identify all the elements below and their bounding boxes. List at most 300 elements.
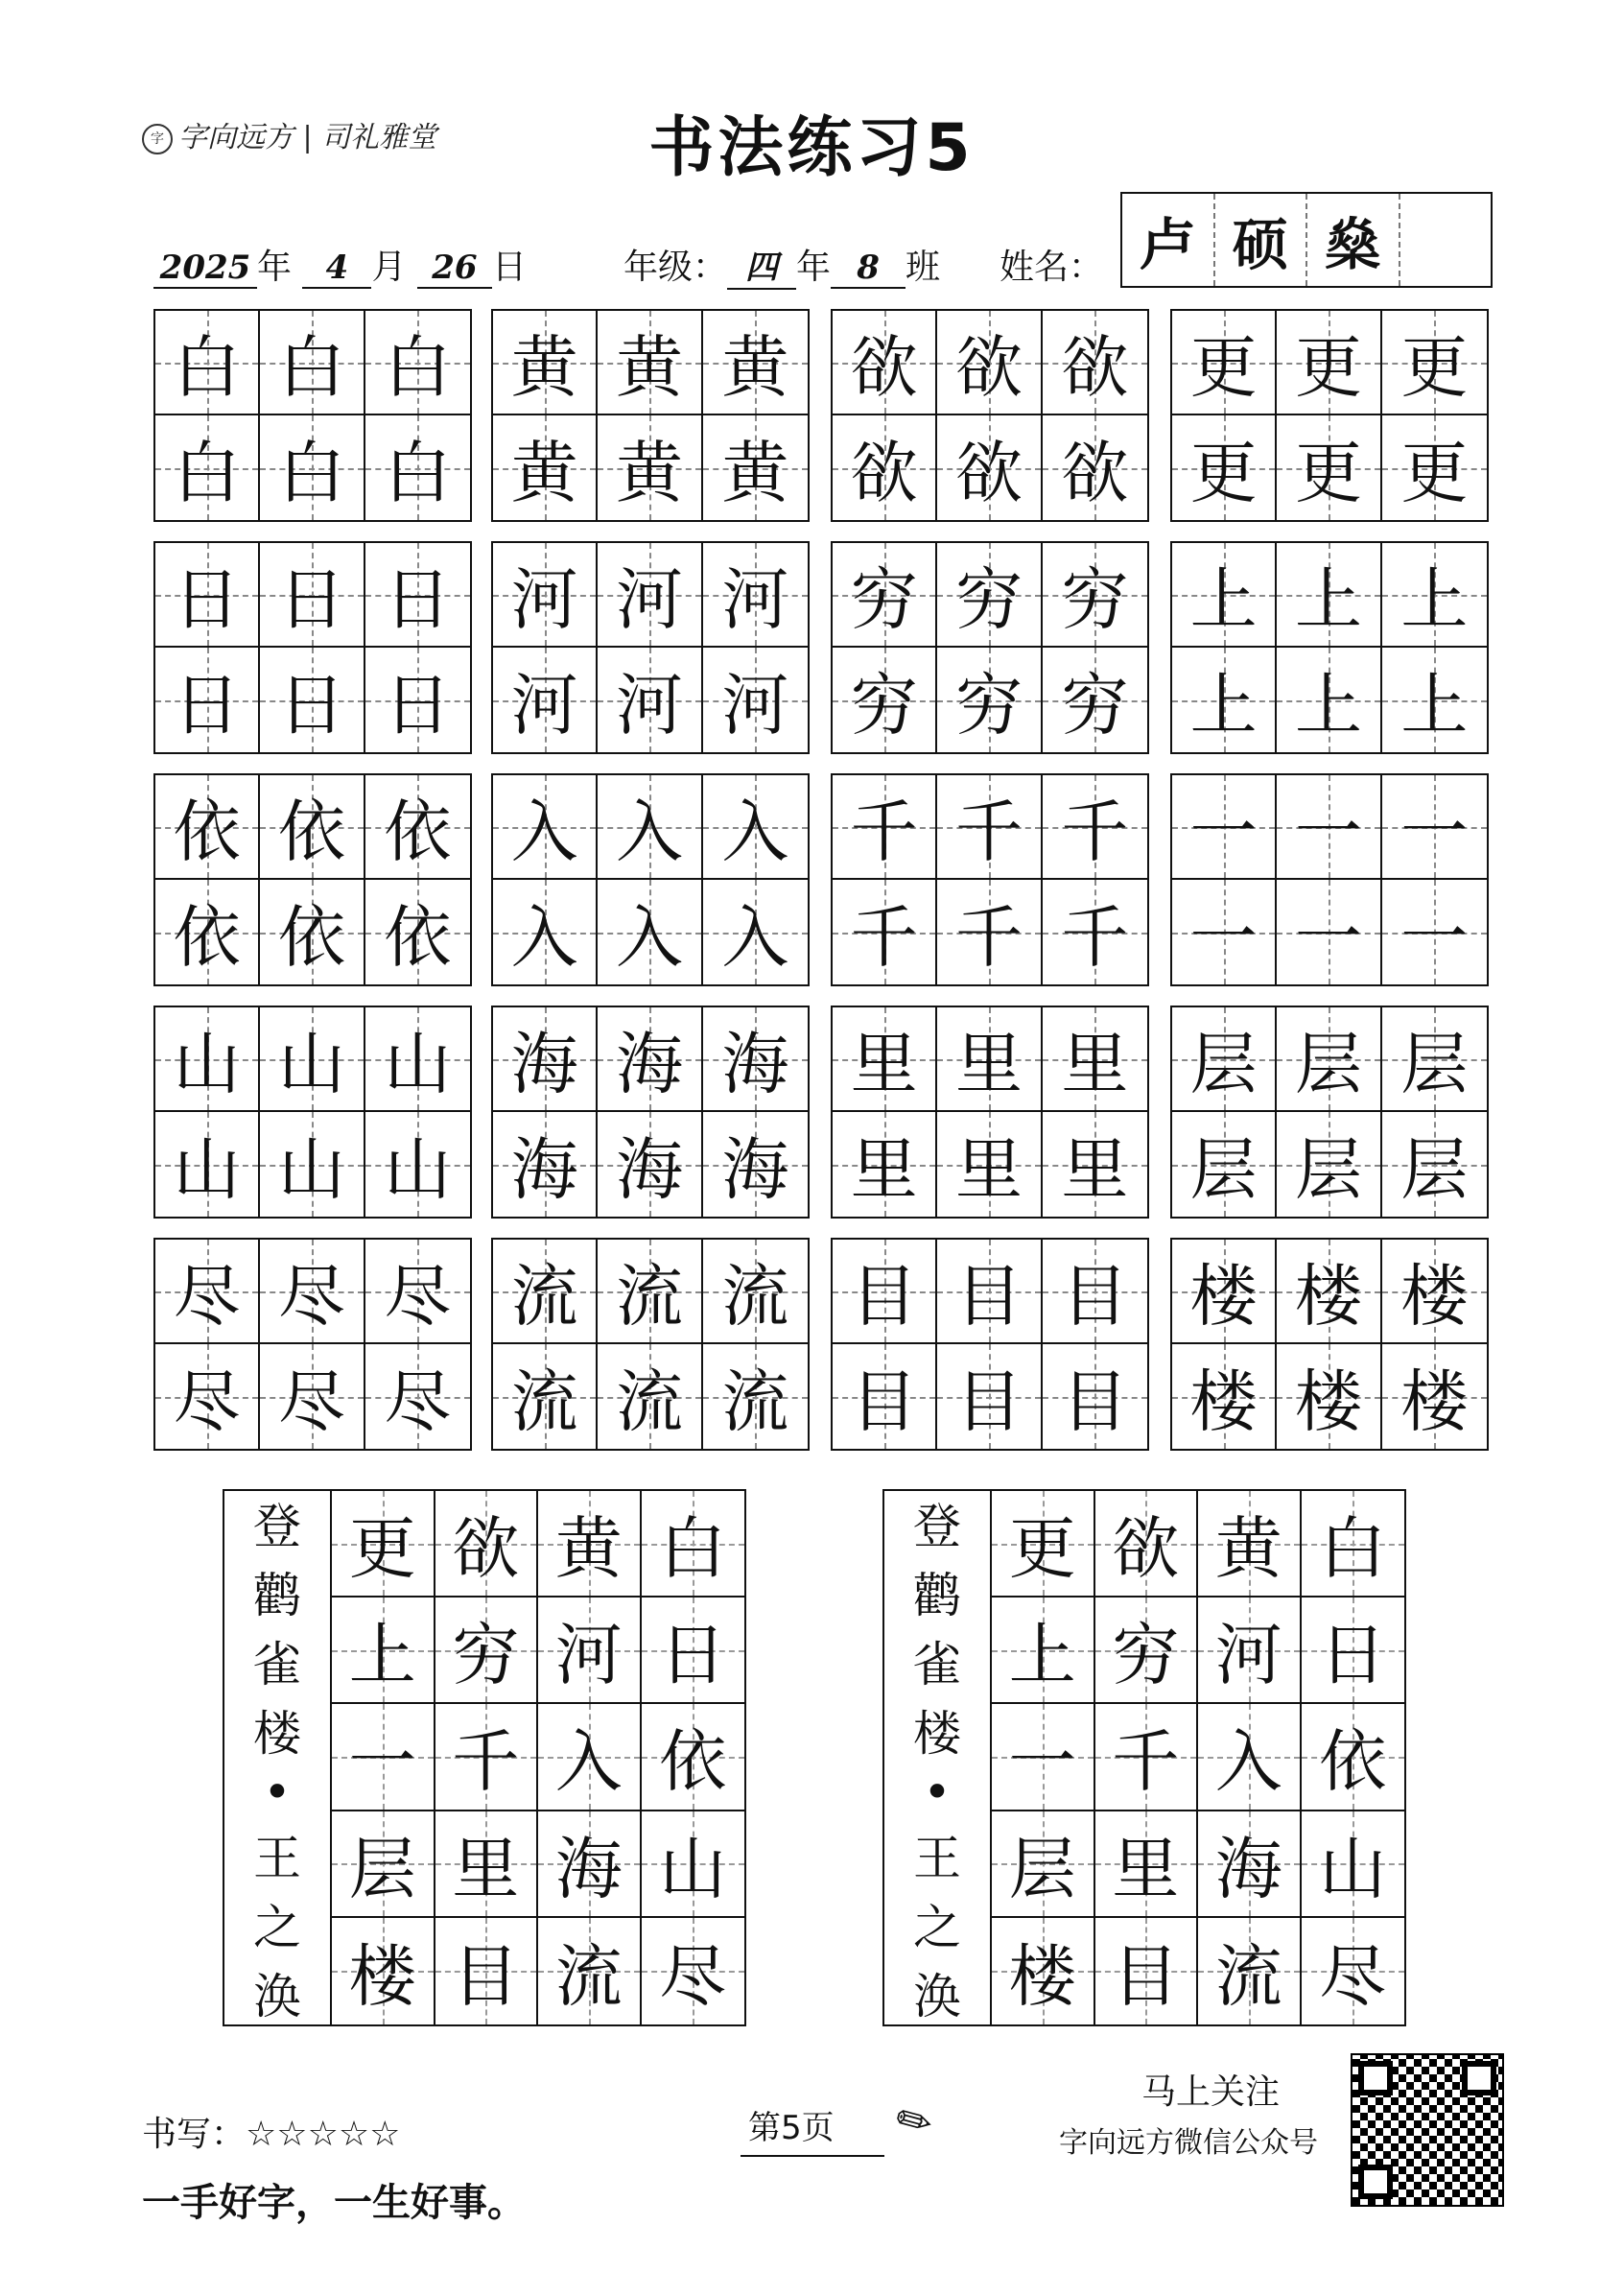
practice-char: 欲	[954, 434, 1023, 512]
practice-char: 尽	[173, 1362, 241, 1441]
practice-cell	[1043, 311, 1147, 415]
class-line	[623, 240, 940, 290]
practice-char: 目	[954, 1362, 1023, 1441]
practice-cell	[833, 1112, 937, 1217]
practice-cell	[833, 648, 937, 752]
poem-char: 尽	[1319, 1936, 1387, 2016]
practice-block	[491, 541, 810, 754]
name-cell: 燊	[1307, 194, 1400, 286]
poem-char: 山	[1319, 1829, 1387, 1908]
wechat-account-text: 字向远方微信公众号	[1059, 2126, 1318, 2160]
poem-cell	[332, 1704, 435, 1811]
practice-cell	[365, 775, 470, 880]
poem-cell	[642, 1598, 745, 1704]
poem-title-column	[224, 1491, 332, 2024]
poem-char: 楼	[348, 1936, 416, 2016]
practice-block	[491, 1006, 810, 1219]
grade-value[interactable]: 四	[727, 241, 796, 290]
practice-cell	[598, 311, 702, 415]
poem-char: 入	[1214, 1722, 1282, 1802]
practice-cell	[260, 1007, 365, 1112]
practice-cell	[365, 880, 470, 984]
practice-char: 千	[1061, 793, 1129, 871]
practice-cell	[1043, 1007, 1147, 1112]
poem-char: 河	[554, 1616, 623, 1695]
poem-char: 海	[554, 1829, 623, 1908]
practice-cell	[1043, 1112, 1147, 1217]
practice-cell	[155, 880, 260, 984]
practice-char: 上	[1294, 560, 1362, 639]
poem-grid-right	[882, 1489, 1406, 2026]
practice-block	[491, 1238, 810, 1451]
poem-cell	[538, 1918, 642, 2024]
poem-char: 里	[452, 1829, 520, 1908]
practice-cell	[260, 1240, 365, 1344]
practice-cell	[1277, 1344, 1381, 1449]
poem-char: 更	[1008, 1509, 1076, 1589]
practice-cell	[598, 1240, 702, 1344]
practice-cell	[260, 1112, 365, 1217]
practice-cell	[1277, 1240, 1381, 1344]
practice-char: 流	[721, 1257, 789, 1336]
practice-char: 里	[954, 1130, 1023, 1209]
poem-char-grid	[332, 1491, 744, 2024]
practice-char: 更	[1294, 434, 1362, 512]
poem-title-char: 之	[253, 1900, 301, 1955]
poem-cell	[992, 1811, 1095, 1918]
practice-char: 千	[954, 898, 1023, 977]
practice-char: 流	[510, 1257, 578, 1336]
practice-char: 一	[1400, 793, 1469, 871]
practice-char: 目	[954, 1257, 1023, 1336]
practice-cell	[937, 1240, 1042, 1344]
practice-block	[831, 773, 1149, 986]
practice-char: 欲	[954, 328, 1023, 407]
practice-cell	[1043, 1240, 1147, 1344]
practice-block	[153, 309, 472, 522]
poem-title-char: 登	[253, 1499, 301, 1554]
practice-cell	[1382, 775, 1487, 880]
grade-label: 年级：	[623, 248, 728, 287]
practice-cell	[1043, 415, 1147, 520]
practice-cell	[937, 1007, 1042, 1112]
practice-char: 流	[721, 1362, 789, 1441]
practice-char: 更	[1400, 434, 1469, 512]
practice-cell	[833, 1344, 937, 1449]
date-line	[153, 240, 527, 289]
poem-cell	[992, 1704, 1095, 1811]
practice-cell	[260, 415, 365, 520]
poem-cell	[435, 1918, 539, 2024]
practice-cell	[1382, 1240, 1487, 1344]
practice-cell	[1172, 1112, 1277, 1217]
practice-cell	[1277, 880, 1381, 984]
practice-char: 山	[173, 1025, 241, 1103]
brand-text: 字向远方 | 司礼雅堂	[178, 121, 437, 154]
poem-title-char: 楼	[253, 1706, 301, 1762]
practice-char: 目	[1061, 1362, 1129, 1441]
practice-char: 河	[615, 560, 683, 639]
practice-char: 流	[615, 1257, 683, 1336]
practice-char: 一	[1400, 898, 1469, 977]
poem-title-char: 雀	[913, 1637, 961, 1692]
practice-cell	[1382, 1112, 1487, 1217]
poem-char: 依	[659, 1722, 727, 1802]
practice-cell	[493, 1112, 598, 1217]
class-unit: 班	[906, 248, 941, 287]
practice-char: 依	[277, 793, 345, 871]
practice-char: 依	[173, 898, 241, 977]
poem-cell	[1302, 1918, 1405, 2024]
poem-char: 目	[1112, 1936, 1180, 2016]
poem-cell	[538, 1811, 642, 1918]
practice-cell	[365, 1007, 470, 1112]
page-underline	[741, 2155, 884, 2157]
poem-char: 依	[1319, 1722, 1387, 1802]
name-cell: 卢	[1122, 194, 1215, 286]
class-value[interactable]: 8	[831, 249, 906, 289]
practice-cell	[1382, 1007, 1487, 1112]
practice-char: 欲	[1061, 434, 1129, 512]
practice-char: 入	[615, 898, 683, 977]
practice-block	[491, 773, 810, 986]
practice-cell	[1172, 1240, 1277, 1344]
practice-block	[153, 541, 472, 754]
practice-cell	[1172, 775, 1277, 880]
poem-char: 欲	[452, 1509, 520, 1589]
poem-char: 上	[348, 1616, 416, 1695]
practice-cell	[365, 648, 470, 752]
poem-title-char: 涣	[913, 1969, 961, 2024]
practice-cell	[833, 311, 937, 415]
practice-cell	[833, 1240, 937, 1344]
practice-char: 日	[277, 666, 345, 745]
year-value[interactable]: 2025	[153, 249, 257, 289]
practice-cell	[703, 311, 808, 415]
poem-char: 山	[659, 1829, 727, 1908]
qr-code-icon[interactable]	[1351, 2053, 1504, 2207]
practice-char: 层	[1400, 1025, 1469, 1103]
poem-title-char: 之	[913, 1900, 961, 1955]
practice-char: 尽	[277, 1362, 345, 1441]
poem-char: 上	[1008, 1616, 1076, 1695]
practice-cell	[365, 1240, 470, 1344]
practice-cell	[937, 543, 1042, 648]
poem-cell	[1198, 1811, 1302, 1918]
practice-cell	[598, 1344, 702, 1449]
practice-block	[153, 1238, 472, 1451]
practice-char: 里	[850, 1130, 918, 1209]
qr-finder-icon	[1358, 2061, 1393, 2095]
poem-cell	[435, 1704, 539, 1811]
practice-char: 里	[850, 1025, 918, 1103]
practice-cell	[937, 648, 1042, 752]
poem-cell	[332, 1598, 435, 1704]
practice-char: 楼	[1294, 1257, 1362, 1336]
poem-cell	[642, 1491, 745, 1598]
practice-char: 穷	[1061, 666, 1129, 745]
practice-char: 流	[615, 1362, 683, 1441]
practice-cell	[155, 311, 260, 415]
poem-title-char: •	[263, 1764, 292, 1820]
practice-cell	[155, 1112, 260, 1217]
practice-char: 更	[1189, 434, 1258, 512]
practice-char: 一	[1189, 898, 1258, 977]
practice-cell	[493, 1344, 598, 1449]
poem-char: 穷	[452, 1616, 520, 1695]
poem-char: 层	[1008, 1829, 1076, 1908]
practice-block	[1170, 541, 1489, 754]
practice-char: 海	[721, 1130, 789, 1209]
practice-char: 层	[1189, 1130, 1258, 1209]
practice-cell	[493, 648, 598, 752]
practice-block	[153, 1006, 472, 1219]
poem-char: 河	[1214, 1616, 1282, 1695]
practice-cell	[1382, 648, 1487, 752]
poem-title-char: 登	[913, 1499, 961, 1554]
poem-cell	[1095, 1491, 1199, 1598]
practice-cell	[937, 311, 1042, 415]
poem-cell	[642, 1918, 745, 2024]
poem-char: 楼	[1008, 1936, 1076, 2016]
practice-char: 依	[173, 793, 241, 871]
practice-char: 入	[721, 898, 789, 977]
poem-cell	[1095, 1598, 1199, 1704]
poem-title-char: 王	[913, 1831, 961, 1886]
poem-title-char: 雀	[253, 1637, 301, 1692]
practice-cell	[155, 775, 260, 880]
practice-char: 海	[615, 1025, 683, 1103]
poem-title-char: 楼	[913, 1706, 961, 1762]
practice-char: 尽	[173, 1257, 241, 1336]
practice-block	[831, 309, 1149, 522]
poem-char: 更	[348, 1509, 416, 1589]
practice-char: 一	[1294, 898, 1362, 977]
practice-char: 白	[277, 328, 345, 407]
practice-block	[1170, 309, 1489, 522]
practice-char: 穷	[1061, 560, 1129, 639]
practice-char: 尽	[384, 1362, 452, 1441]
writing-label: 书写：	[142, 2115, 247, 2154]
practice-char: 上	[1400, 666, 1469, 745]
practice-cell	[1043, 1344, 1147, 1449]
practice-cell	[1172, 311, 1277, 415]
poem-cell	[332, 1491, 435, 1598]
practice-char: 穷	[850, 666, 918, 745]
poem-char: 白	[1319, 1509, 1387, 1589]
poem-cell	[435, 1598, 539, 1704]
poem-cell	[332, 1811, 435, 1918]
practice-cell	[155, 1344, 260, 1449]
practice-cell	[1172, 1344, 1277, 1449]
practice-cell	[1277, 775, 1381, 880]
day-label: 日	[491, 248, 527, 287]
poem-cell	[642, 1704, 745, 1811]
practice-char: 海	[615, 1130, 683, 1209]
practice-cell	[703, 648, 808, 752]
practice-char: 欲	[1061, 328, 1129, 407]
poem-char: 流	[1214, 1936, 1282, 2016]
practice-cell	[155, 1007, 260, 1112]
practice-cell	[1382, 415, 1487, 520]
poem-cell	[1198, 1598, 1302, 1704]
name-cell	[1400, 194, 1492, 286]
practice-char: 层	[1294, 1025, 1362, 1103]
poem-cell	[1302, 1491, 1405, 1598]
practice-char: 依	[384, 898, 452, 977]
month-value[interactable]: 4	[302, 249, 371, 289]
practice-cell	[703, 775, 808, 880]
poem-cell	[538, 1491, 642, 1598]
practice-char: 千	[954, 793, 1023, 871]
practice-cell	[1043, 775, 1147, 880]
practice-cell	[365, 1344, 470, 1449]
practice-char: 黄	[615, 328, 683, 407]
practice-cell	[493, 1240, 598, 1344]
practice-char: 山	[173, 1130, 241, 1209]
practice-cell	[493, 311, 598, 415]
practice-cell	[1277, 311, 1381, 415]
poem-char: 一	[348, 1722, 416, 1802]
practice-char: 海	[721, 1025, 789, 1103]
poem-cell	[1095, 1918, 1199, 2024]
practice-cell	[937, 1112, 1042, 1217]
practice-char: 河	[721, 666, 789, 745]
practice-char: 黄	[510, 328, 578, 407]
practice-char: 千	[850, 793, 918, 871]
practice-char: 山	[277, 1025, 345, 1103]
practice-cell	[1277, 415, 1381, 520]
practice-cell	[155, 1240, 260, 1344]
practice-cell	[1172, 543, 1277, 648]
practice-char: 层	[1294, 1130, 1362, 1209]
practice-cell	[1172, 1007, 1277, 1112]
practice-cell	[1382, 880, 1487, 984]
practice-cell	[493, 543, 598, 648]
practice-cell	[598, 543, 702, 648]
practice-block	[1170, 1006, 1489, 1219]
practice-cell	[703, 1240, 808, 1344]
practice-char: 一	[1294, 793, 1362, 871]
practice-cell	[260, 543, 365, 648]
practice-char: 目	[850, 1362, 918, 1441]
poem-char: 黄	[554, 1509, 623, 1589]
poem-cell	[538, 1598, 642, 1704]
practice-cell	[155, 648, 260, 752]
practice-cell	[1043, 543, 1147, 648]
grade-unit: 年	[796, 248, 832, 287]
practice-char: 穷	[954, 560, 1023, 639]
practice-cell	[598, 415, 702, 520]
pen-icon: ✎	[886, 2092, 943, 2152]
practice-cell	[833, 1007, 937, 1112]
poem-cell	[1302, 1598, 1405, 1704]
qr-finder-icon	[1462, 2061, 1496, 2095]
practice-cell	[260, 311, 365, 415]
poem-char: 穷	[1112, 1616, 1180, 1695]
practice-char: 里	[1061, 1025, 1129, 1103]
practice-cell	[1277, 543, 1381, 648]
practice-char: 里	[954, 1025, 1023, 1103]
poem-cell	[1198, 1918, 1302, 2024]
poem-title-column	[884, 1491, 992, 2024]
practice-cell	[365, 311, 470, 415]
practice-char: 目	[1061, 1257, 1129, 1336]
practice-cell	[1277, 1007, 1381, 1112]
poem-char: 千	[1112, 1722, 1180, 1802]
practice-char: 入	[510, 898, 578, 977]
poem-char: 入	[554, 1722, 623, 1802]
practice-cell	[365, 415, 470, 520]
practice-char: 入	[615, 793, 683, 871]
practice-char: 欲	[850, 328, 918, 407]
practice-cell	[937, 775, 1042, 880]
practice-block	[831, 1238, 1149, 1451]
day-value[interactable]: 26	[417, 249, 492, 289]
name-box[interactable]	[1120, 192, 1493, 288]
practice-cell	[260, 775, 365, 880]
practice-char: 尽	[384, 1257, 452, 1336]
poem-title-char: 鹳	[253, 1568, 301, 1623]
poem-cell	[992, 1491, 1095, 1598]
practice-char: 层	[1400, 1130, 1469, 1209]
practice-char: 层	[1189, 1025, 1258, 1103]
practice-char: 一	[1189, 793, 1258, 871]
poem-char-grid	[992, 1491, 1404, 2024]
practice-cell	[833, 880, 937, 984]
poem-cell	[992, 1918, 1095, 2024]
practice-cell	[1277, 648, 1381, 752]
practice-cell	[598, 775, 702, 880]
rating-stars[interactable]: ☆☆☆☆☆	[246, 2115, 401, 2154]
poem-char: 海	[1214, 1829, 1282, 1908]
practice-cell	[493, 775, 598, 880]
practice-cell	[937, 880, 1042, 984]
poem-title-char: 鹳	[913, 1568, 961, 1623]
practice-cell	[598, 1112, 702, 1217]
motto: 一手好字，一生好事。	[142, 2181, 526, 2225]
practice-cell	[833, 415, 937, 520]
practice-char: 山	[277, 1130, 345, 1209]
poem-title-char: 涣	[253, 1969, 301, 2024]
practice-char: 河	[721, 560, 789, 639]
practice-cell	[1172, 415, 1277, 520]
practice-char: 黄	[615, 434, 683, 512]
logo-mark-icon: 字	[142, 124, 173, 154]
practice-cell	[1277, 1112, 1381, 1217]
poem-cell	[1302, 1704, 1405, 1811]
practice-char: 日	[173, 560, 241, 639]
practice-block	[491, 309, 810, 522]
practice-cell	[155, 415, 260, 520]
practice-cell	[493, 1007, 598, 1112]
poem-char: 尽	[659, 1936, 727, 2016]
qr-finder-icon	[1358, 2165, 1393, 2199]
practice-char: 上	[1400, 560, 1469, 639]
practice-char: 黄	[510, 434, 578, 512]
poem-cell	[642, 1811, 745, 1918]
practice-char: 白	[384, 434, 452, 512]
name-cell: 硕	[1215, 194, 1308, 286]
practice-char: 上	[1294, 666, 1362, 745]
poem-char: 一	[1008, 1722, 1076, 1802]
practice-char: 日	[277, 560, 345, 639]
practice-char: 楼	[1400, 1362, 1469, 1441]
poem-cell	[1095, 1704, 1199, 1811]
practice-char: 山	[384, 1025, 452, 1103]
practice-cell	[937, 415, 1042, 520]
practice-cell	[703, 1007, 808, 1112]
